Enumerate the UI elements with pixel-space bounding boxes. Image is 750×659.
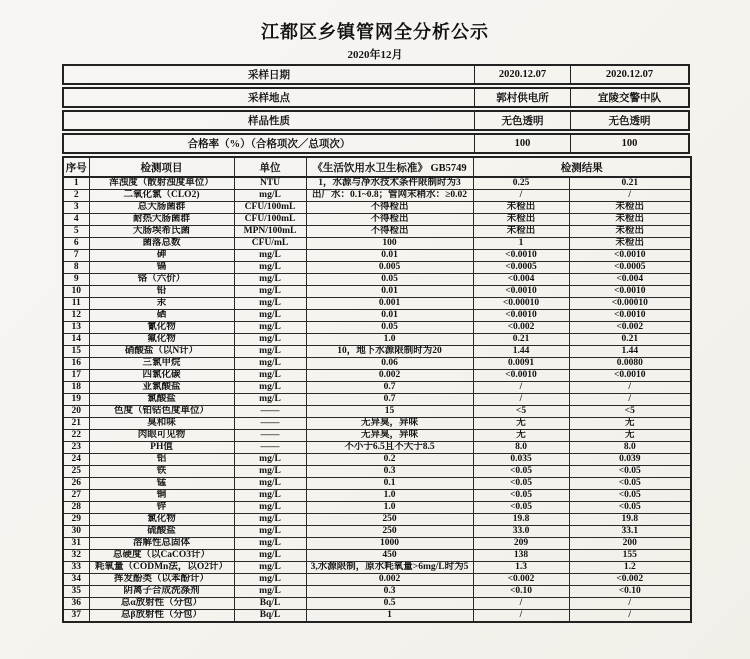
row-result-2: /	[569, 394, 691, 406]
row-result-2: 0.21	[569, 334, 691, 346]
row-item: 铝	[89, 454, 234, 466]
row-index: 16	[63, 358, 89, 370]
row-index: 31	[63, 538, 89, 550]
col-header-item: 检测项目	[89, 157, 234, 177]
row-standard: 15	[306, 406, 473, 418]
row-item: 锌	[89, 502, 234, 514]
row-index: 32	[63, 550, 89, 562]
row-result-1: <0.10	[473, 586, 569, 598]
row-index: 19	[63, 394, 89, 406]
row-standard: 无异臭，异味	[306, 418, 473, 430]
row-result-1: 19.8	[473, 514, 569, 526]
row-result-1: <0.00010	[473, 298, 569, 310]
row-result-1: 未检出	[473, 202, 569, 214]
row-unit: CFU/100mL	[234, 214, 306, 226]
row-standard: 0.3	[306, 466, 473, 478]
table-row	[63, 262, 691, 274]
row-standard: 0.2	[306, 454, 473, 466]
table-row	[63, 586, 691, 598]
row-item: 总β放射性（分包）	[89, 610, 234, 623]
row-standard: 不得检出	[306, 202, 473, 214]
col-header-index: 序号	[63, 157, 89, 177]
row-result-2: /	[569, 190, 691, 202]
row-result-2: <0.10	[569, 586, 691, 598]
row-result-2: 未检出	[569, 238, 691, 250]
row-standard: 450	[306, 550, 473, 562]
row-result-2: <0.05	[569, 466, 691, 478]
row-standard: 0.7	[306, 382, 473, 394]
row-result-2: 0.21	[569, 177, 691, 190]
row-index: 26	[63, 478, 89, 490]
analysis-report	[62, 64, 690, 623]
row-index: 9	[63, 274, 89, 286]
table-row	[63, 190, 691, 202]
row-result-1: <0.0010	[473, 370, 569, 382]
row-unit: mg/L	[234, 466, 306, 478]
table-row	[63, 502, 691, 514]
row-standard: 3,水源限制，原水耗氧量>6mg/L时为5	[306, 562, 473, 574]
table-row	[63, 562, 691, 574]
row-result-2: 1.2	[569, 562, 691, 574]
info-row-sampling-date	[62, 64, 690, 85]
info-label: 采样地点	[248, 93, 290, 104]
row-unit: CFU/100mL	[234, 202, 306, 214]
row-item: 氯酸盐	[89, 394, 234, 406]
row-item: 臭和味	[89, 418, 234, 430]
row-result-1: /	[473, 610, 569, 623]
table-row	[63, 274, 691, 286]
row-unit: mg/L	[234, 478, 306, 490]
row-standard: 出厂水：0.1~0.8；管网末稍水：≥0.02	[306, 190, 473, 202]
row-result-1: <5	[473, 406, 569, 418]
row-standard: 0.001	[306, 298, 473, 310]
row-standard: 0.002	[306, 574, 473, 586]
table-row	[63, 322, 691, 334]
row-result-1: 0.035	[473, 454, 569, 466]
row-unit: mg/L	[234, 394, 306, 406]
row-unit: mg/L	[234, 274, 306, 286]
row-item: 总α放射性（分包）	[89, 598, 234, 610]
row-result-1: 1.3	[473, 562, 569, 574]
row-standard: 0.01	[306, 310, 473, 322]
table-row	[63, 478, 691, 490]
row-index: 4	[63, 214, 89, 226]
row-result-1: <0.004	[473, 274, 569, 286]
info-label: 合格率（%）（合格项次／总项次）	[187, 139, 351, 150]
row-result-1: <0.0010	[473, 286, 569, 298]
table-row	[63, 466, 691, 478]
row-item: 溶解性总固体	[89, 538, 234, 550]
row-unit: mg/L	[234, 502, 306, 514]
row-index: 11	[63, 298, 89, 310]
row-result-2: 19.8	[569, 514, 691, 526]
row-item: 硫酸盐	[89, 526, 234, 538]
row-item: 硒	[89, 310, 234, 322]
row-unit: MPN/100mL	[234, 226, 306, 238]
row-result-1: <0.0010	[473, 310, 569, 322]
row-standard: 0.05	[306, 322, 473, 334]
row-result-2: 无	[569, 430, 691, 442]
row-unit: mg/L	[234, 538, 306, 550]
row-result-2: 未检出	[569, 214, 691, 226]
row-item: 耐热大肠菌群	[89, 214, 234, 226]
row-result-1: 8.0	[473, 442, 569, 454]
row-unit: mg/L	[234, 454, 306, 466]
table-row	[63, 382, 691, 394]
page-subtitle: 2020年12月	[347, 49, 403, 61]
table-row	[63, 442, 691, 454]
row-item: 亚氯酸盐	[89, 382, 234, 394]
row-unit: mg/L	[234, 550, 306, 562]
row-result-2: <0.05	[569, 502, 691, 514]
table-row	[63, 454, 691, 466]
row-index: 7	[63, 250, 89, 262]
row-unit: mg/L	[234, 346, 306, 358]
row-standard: 0.002	[306, 370, 473, 382]
row-index: 12	[63, 310, 89, 322]
row-standard: 10，地下水源限制时为20	[306, 346, 473, 358]
row-unit: mg/L	[234, 334, 306, 346]
row-result-2: 200	[569, 538, 691, 550]
row-item: 挥发酚类（以苯酚计）	[89, 574, 234, 586]
row-index: 17	[63, 370, 89, 382]
row-index: 22	[63, 430, 89, 442]
table-row	[63, 490, 691, 502]
row-result-2: /	[569, 610, 691, 623]
table-row	[63, 598, 691, 610]
col-header-standard: 《生活饮用水卫生标准》 GB5749	[306, 157, 473, 177]
table-row	[63, 310, 691, 322]
row-index: 37	[63, 610, 89, 623]
row-unit: Bq/L	[234, 598, 306, 610]
row-item: 汞	[89, 298, 234, 310]
row-result-2: <0.004	[569, 274, 691, 286]
row-result-1: 138	[473, 550, 569, 562]
table-row	[63, 202, 691, 214]
row-result-2: <5	[569, 406, 691, 418]
table-row	[63, 550, 691, 562]
table-row	[63, 298, 691, 310]
row-unit: mg/L	[234, 574, 306, 586]
row-result-2: <0.05	[569, 490, 691, 502]
table-header-row	[63, 157, 691, 177]
table-row	[63, 334, 691, 346]
table-row	[63, 514, 691, 526]
table-row	[63, 538, 691, 550]
row-result-1: 0.0091	[473, 358, 569, 370]
info-value: 无色透明	[570, 112, 688, 129]
row-unit: mg/L	[234, 286, 306, 298]
row-item: 铅	[89, 286, 234, 298]
row-unit: mg/L	[234, 562, 306, 574]
row-item: 浑浊度（散射浊度单位）	[89, 177, 234, 190]
row-standard: 0.1	[306, 478, 473, 490]
row-result-2: 1.44	[569, 346, 691, 358]
row-result-2: <0.0010	[569, 310, 691, 322]
row-item: 总大肠菌群	[89, 202, 234, 214]
table-row	[63, 418, 691, 430]
row-unit: mg/L	[234, 322, 306, 334]
info-label: 采样日期	[248, 70, 290, 81]
col-header-result: 检测结果	[473, 157, 691, 177]
row-unit: ——	[234, 406, 306, 418]
row-unit: mg/L	[234, 310, 306, 322]
row-item: 大肠埃希氏菌	[89, 226, 234, 238]
info-value: 郭村供电所	[474, 89, 570, 106]
row-result-2: 0.039	[569, 454, 691, 466]
table-row	[63, 177, 691, 190]
row-standard: 0.5	[306, 598, 473, 610]
row-item: 二氧化氯（CLO2)	[89, 190, 234, 202]
row-result-2: 33.1	[569, 526, 691, 538]
row-standard: 1.0	[306, 334, 473, 346]
row-result-2: /	[569, 598, 691, 610]
row-result-2: <0.002	[569, 574, 691, 586]
row-result-1: /	[473, 382, 569, 394]
table-row	[63, 370, 691, 382]
row-index: 5	[63, 226, 89, 238]
row-unit: mg/L	[234, 250, 306, 262]
row-unit: mg/L	[234, 490, 306, 502]
row-standard: 无异臭，异味	[306, 430, 473, 442]
row-index: 23	[63, 442, 89, 454]
row-index: 30	[63, 526, 89, 538]
row-item: 氯化物	[89, 514, 234, 526]
row-standard: 不得检出	[306, 214, 473, 226]
page-title: 江都区乡镇管网全分析公示	[261, 22, 489, 42]
row-item: 氰化物	[89, 322, 234, 334]
row-standard: 1.0	[306, 490, 473, 502]
info-label: 样品性质	[248, 116, 290, 127]
row-index: 24	[63, 454, 89, 466]
row-standard: 1	[306, 610, 473, 623]
row-result-1: <0.05	[473, 466, 569, 478]
row-result-2: <0.0010	[569, 286, 691, 298]
row-unit: CFU/mL	[234, 238, 306, 250]
row-result-2: 未检出	[569, 202, 691, 214]
info-value: 宜陵交警中队	[570, 89, 688, 106]
row-result-2: 155	[569, 550, 691, 562]
row-unit: ——	[234, 418, 306, 430]
row-result-2: <0.0010	[569, 250, 691, 262]
row-result-1: 209	[473, 538, 569, 550]
row-item: 铜	[89, 490, 234, 502]
row-unit: Bq/L	[234, 610, 306, 623]
row-index: 29	[63, 514, 89, 526]
row-item: 阴离子合成洗涤剂	[89, 586, 234, 598]
row-result-2: <0.0010	[569, 370, 691, 382]
info-row-sampling-location	[62, 87, 690, 108]
row-item: 总硬度（以CaCO3计）	[89, 550, 234, 562]
table-row	[63, 238, 691, 250]
row-item: 铬（六价）	[89, 274, 234, 286]
row-standard: 0.06	[306, 358, 473, 370]
row-unit: ——	[234, 430, 306, 442]
row-unit: NTU	[234, 177, 306, 190]
row-unit: mg/L	[234, 298, 306, 310]
table-row	[63, 358, 691, 370]
info-value: 100	[570, 135, 688, 152]
row-index: 35	[63, 586, 89, 598]
info-value: 2020.12.07	[474, 66, 570, 83]
row-result-2: <0.0005	[569, 262, 691, 274]
row-result-1: 1.44	[473, 346, 569, 358]
row-result-2: <0.002	[569, 322, 691, 334]
row-item: 肉眼可见物	[89, 430, 234, 442]
row-result-1: 无	[473, 430, 569, 442]
row-item: 硝酸盐（以N计）	[89, 346, 234, 358]
row-result-2: 无	[569, 418, 691, 430]
row-standard: 100	[306, 238, 473, 250]
row-index: 18	[63, 382, 89, 394]
row-item: 菌落总数	[89, 238, 234, 250]
info-value: 2020.12.07	[570, 66, 688, 83]
row-unit: mg/L	[234, 190, 306, 202]
row-result-1: 无	[473, 418, 569, 430]
info-value: 100	[474, 135, 570, 152]
row-index: 20	[63, 406, 89, 418]
row-unit: mg/L	[234, 370, 306, 382]
row-standard: 0.01	[306, 250, 473, 262]
table-row	[63, 286, 691, 298]
row-index: 2	[63, 190, 89, 202]
table-body	[63, 177, 691, 622]
row-unit: mg/L	[234, 514, 306, 526]
row-result-1: 0.21	[473, 334, 569, 346]
row-standard: 0.005	[306, 262, 473, 274]
row-standard: 1.0	[306, 502, 473, 514]
row-result-1: /	[473, 598, 569, 610]
row-item: 砷	[89, 250, 234, 262]
row-item: 镉	[89, 262, 234, 274]
table-row	[63, 574, 691, 586]
row-index: 14	[63, 334, 89, 346]
row-result-1: 未检出	[473, 214, 569, 226]
table-row	[63, 430, 691, 442]
row-standard: 不得检出	[306, 226, 473, 238]
row-item: 色度（铂钴色度单位）	[89, 406, 234, 418]
row-index: 6	[63, 238, 89, 250]
table-row	[63, 226, 691, 238]
row-result-2: 0.0080	[569, 358, 691, 370]
row-item: 锰	[89, 478, 234, 490]
row-result-1: <0.05	[473, 490, 569, 502]
row-standard: 0.05	[306, 274, 473, 286]
table-row	[63, 526, 691, 538]
row-index: 21	[63, 418, 89, 430]
row-standard: 0.7	[306, 394, 473, 406]
row-result-2: 未检出	[569, 226, 691, 238]
row-unit: ——	[234, 442, 306, 454]
row-result-2: 8.0	[569, 442, 691, 454]
row-item: PH值	[89, 442, 234, 454]
row-index: 34	[63, 574, 89, 586]
row-index: 8	[63, 262, 89, 274]
row-index: 15	[63, 346, 89, 358]
table-row	[63, 610, 691, 623]
table-row	[63, 394, 691, 406]
row-index: 10	[63, 286, 89, 298]
row-standard: 0.3	[306, 586, 473, 598]
row-result-1: 未检出	[473, 226, 569, 238]
row-result-1: 33.0	[473, 526, 569, 538]
row-index: 13	[63, 322, 89, 334]
row-index: 28	[63, 502, 89, 514]
row-result-2: <0.05	[569, 478, 691, 490]
row-index: 1	[63, 177, 89, 190]
row-standard: 0.01	[306, 286, 473, 298]
row-result-1: <0.0005	[473, 262, 569, 274]
row-standard: 不小于6.5且不大于8.5	[306, 442, 473, 454]
row-result-1: <0.002	[473, 322, 569, 334]
row-result-2: <0.00010	[569, 298, 691, 310]
info-value: 无色透明	[474, 112, 570, 129]
table-row	[63, 346, 691, 358]
table-row	[63, 214, 691, 226]
row-index: 3	[63, 202, 89, 214]
row-result-1: 1	[473, 238, 569, 250]
row-result-1: /	[473, 394, 569, 406]
row-result-2: /	[569, 382, 691, 394]
row-result-1: <0.05	[473, 502, 569, 514]
col-header-unit: 单位	[234, 157, 306, 177]
row-index: 25	[63, 466, 89, 478]
row-unit: mg/L	[234, 586, 306, 598]
row-item: 耗氧量（CODMn法，以O2计）	[89, 562, 234, 574]
row-standard: 1，水源与净水技术条件限制时为3	[306, 177, 473, 190]
results-table	[62, 156, 692, 623]
row-unit: mg/L	[234, 262, 306, 274]
table-row	[63, 250, 691, 262]
row-item: 四氯化碳	[89, 370, 234, 382]
info-row-pass-rate	[62, 133, 690, 154]
row-item: 氟化物	[89, 334, 234, 346]
row-item: 铁	[89, 466, 234, 478]
row-index: 27	[63, 490, 89, 502]
row-index: 33	[63, 562, 89, 574]
row-standard: 250	[306, 526, 473, 538]
row-result-1: /	[473, 190, 569, 202]
row-index: 36	[63, 598, 89, 610]
row-result-1: <0.002	[473, 574, 569, 586]
row-result-1: 0.25	[473, 177, 569, 190]
table-row	[63, 406, 691, 418]
row-standard: 250	[306, 514, 473, 526]
row-unit: mg/L	[234, 382, 306, 394]
info-row-sample-nature	[62, 110, 690, 131]
row-item: 三氯甲烷	[89, 358, 234, 370]
row-result-1: <0.0010	[473, 250, 569, 262]
row-standard: 1000	[306, 538, 473, 550]
row-result-1: <0.05	[473, 478, 569, 490]
row-unit: mg/L	[234, 526, 306, 538]
row-unit: mg/L	[234, 358, 306, 370]
